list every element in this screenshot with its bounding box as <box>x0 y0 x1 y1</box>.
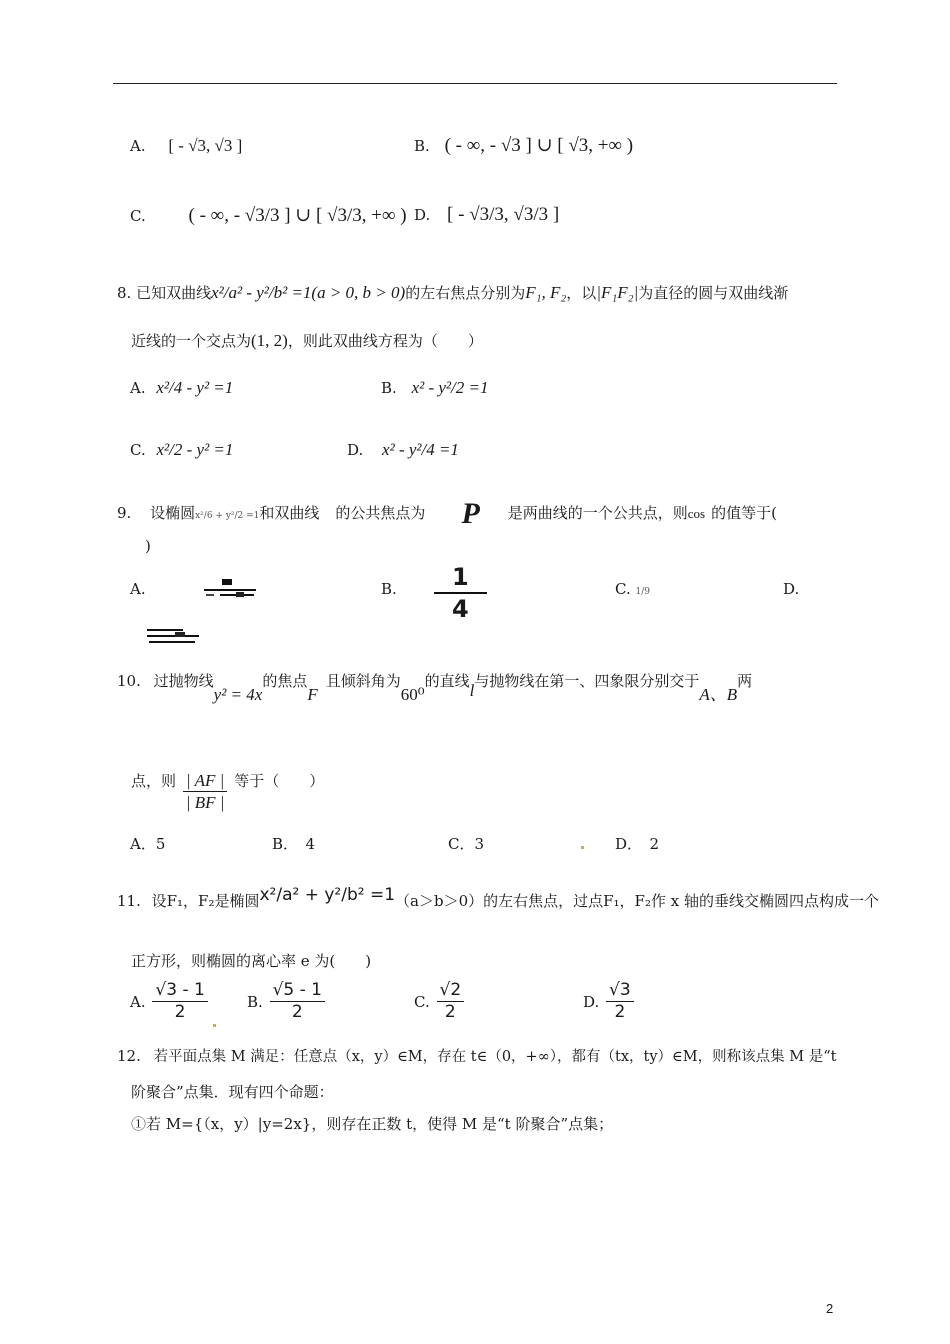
q9-option-b: B. <box>381 580 397 598</box>
q9-option-c: C. 1/9 <box>615 580 650 598</box>
page-number: 2 <box>826 1301 834 1316</box>
q7-option-c-math: ( - ∞, - √3/3 ] ∪ [ √3/3, +∞ ) <box>188 205 407 226</box>
q7-option-a-math: [ - √3, √3 ] <box>168 136 243 155</box>
q10-option-a: A．5 <box>130 835 166 853</box>
q11-option-a: A. $\frac{√3 - 1}{2}$ <box>130 980 210 1024</box>
q9-stem-line2: ) <box>145 537 151 555</box>
q7-option-b-math: ( - ∞, - √3 ] ∪ [ √3, +∞ ) <box>444 135 634 156</box>
q11-stem-line1: 11. 设F₁，F₂是椭圆x²/a² + y²/b² =1（a＞b＞0）的左右焦点，过点F₁，F₂作 x 轴的垂线交椭圆四点构成一个 <box>117 885 879 910</box>
q9-number: 9. <box>117 504 132 522</box>
q10-angle: 60⁰ <box>400 685 425 704</box>
q7-option-d-math: [ - √3/3, √3/3 ] <box>447 204 560 225</box>
q8-option-a: A. x²/4 - y² =1 <box>130 378 234 397</box>
q9-ellipse-equation: x²/6 + y²/2 =1 <box>195 511 260 521</box>
q10-option-d: D． 2 <box>615 835 660 853</box>
q8-focal-segment: |F₁F₂| <box>596 283 639 302</box>
q10-line: l <box>469 681 475 700</box>
q9-stem-line1: 9. 设椭圆x²/6 + y²/2 =1和双曲线 的公共焦点为 P 是两曲线的一个公共点，则cos 的值等于( <box>117 497 777 530</box>
q11-stem-line2: 正方形，则椭圆的离心率 e 为( ) <box>131 952 372 970</box>
q7-option-b: B. ( - ∞, - √3 ] ∪ [ √3, +∞ ) <box>414 135 634 156</box>
q10-focus: F <box>307 685 318 704</box>
q11-ellipse-equation: x²/a² + y²/b² =1 <box>259 885 396 905</box>
q12-number: 12. <box>117 1047 141 1065</box>
q9-point-p: P <box>461 497 480 530</box>
q8-stem-line2: 近线的一个交点为(1, 2)，则此双曲线方程为（ ） <box>131 331 483 350</box>
q9-option-a: A. <box>130 580 146 598</box>
q10-stem-line2: 点，则 $\frac{| AF |}{| BF |}$ 等于（ ） <box>131 771 325 813</box>
q8-stem-line1: 8. 已知双曲线x²/a² - y²/b² =1(a > 0, b > 0)的左右焦点分别为F₁, F₂，以|F₁F₂|为直径的圆与双曲线渐 <box>117 283 789 302</box>
header-rule <box>113 83 837 84</box>
q10-points: A、B <box>699 685 738 704</box>
q11-number: 11. <box>117 892 141 910</box>
q9-option-a-image <box>200 576 262 606</box>
q11-option-d: D. $\frac{√3}{2}$ <box>583 980 636 1024</box>
q12-stem-line1: 12. 若平面点集 M 满足：任意点（x，y）∈M，存在 t∈（0，+∞），都有（tx，ty）∈M，则称该点集 M 是“t <box>117 1047 837 1065</box>
q10-option-b: B． 4 <box>272 835 316 853</box>
q9-cos: cos <box>687 506 706 521</box>
q7-option-d: D. [ - √3/3, √3/3 ] <box>414 204 560 225</box>
q11-option-c: C. $\frac{√2}{2}$ <box>414 980 466 1024</box>
q10-parabola: y² = 4x <box>213 685 263 704</box>
q10-stem-line1: 10. 过抛物线y² = 4x的焦点F且倾斜角为60⁰的直线l与抛物线在第一、四象限分别交于A、B两 <box>117 672 753 704</box>
q10-option-c: C．3 <box>448 835 485 853</box>
garbled-fraction-icon <box>200 576 262 602</box>
q11-option-b: B. $\frac{√5 - 1}{2}$ <box>247 980 327 1024</box>
q8-hyperbola-equation: x²/a² - y²/b² =1(a > 0, b > 0) <box>211 283 406 302</box>
scan-speck <box>213 1024 216 1027</box>
q9-option-d: D. <box>783 580 800 598</box>
q8-intersection-point: (1, 2) <box>251 331 288 350</box>
q10-ratio: $\frac{| AF |}{| BF |}$ <box>183 770 228 814</box>
q8-option-b: B. x² - y²/2 =1 <box>381 378 489 397</box>
q12-stem-line2: 阶聚合”点集．现有四个命题： <box>131 1083 334 1101</box>
q8-foci: F₁, F₂ <box>525 283 567 302</box>
q8-number: 8. <box>117 284 132 302</box>
q7-option-c: C. ( - ∞, - √3/3 ] ∪ [ √3/3, +∞ ) <box>130 205 407 226</box>
garbled-fraction-icon <box>145 626 203 648</box>
q8-option-c: C. x²/2 - y² =1 <box>130 440 234 459</box>
q8-option-d: D. x² - y²/4 =1 <box>347 440 459 459</box>
q12-proposition-1: ①若 M={（x，y）|y=2x}，则存在正数 t，使得 M 是“t 阶聚合”点集； <box>131 1115 614 1133</box>
scan-speck <box>581 846 584 849</box>
q9-option-b-fraction: $\frac{1}{4}$ <box>432 562 489 624</box>
q10-number: 10. <box>117 672 141 690</box>
q7-option-a: A. [ - √3, √3 ] <box>130 136 243 155</box>
q9-option-d-image <box>145 626 203 652</box>
